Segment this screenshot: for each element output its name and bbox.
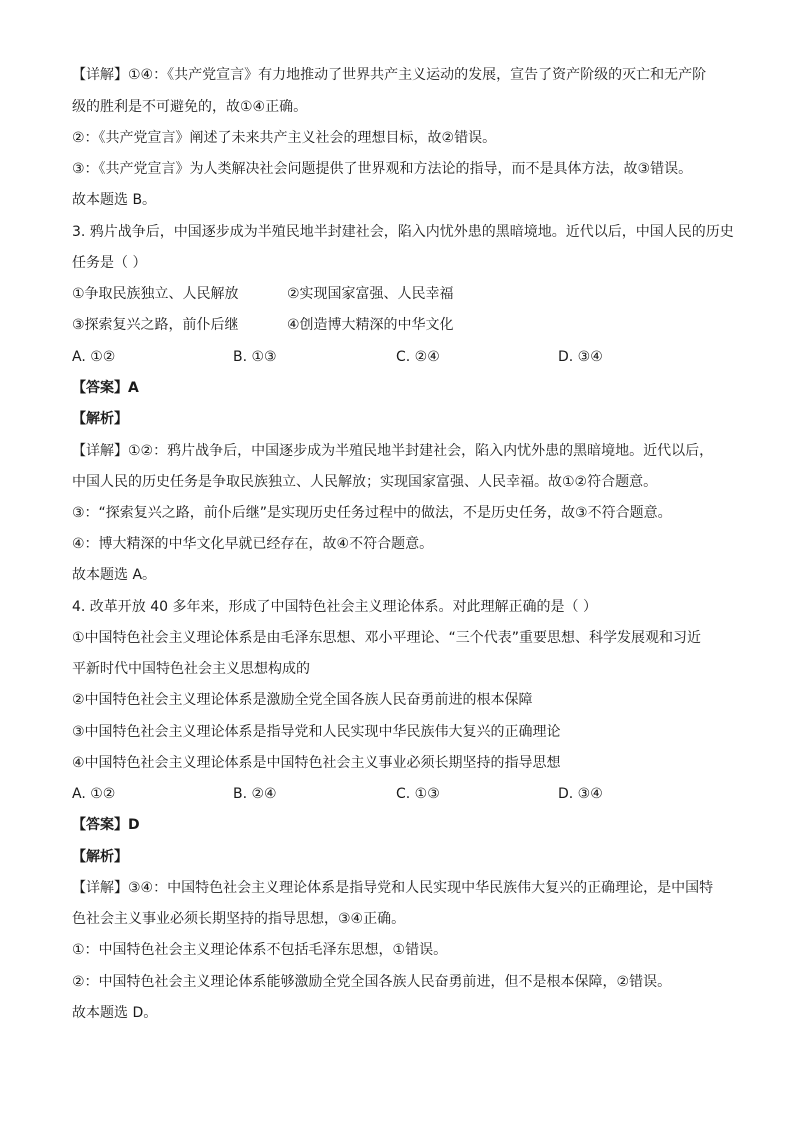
q4-item-1-line-2: 平新时代中国特色社会主义思想构成的 — [72, 661, 310, 677]
q4-option-d: D. ③④ — [558, 786, 603, 802]
q4-analysis-heading: 【解析】 — [72, 849, 128, 865]
q3-detail-line-1: 【详解】①②：鸦片战争后，中国逐步成为半殖民地半封建社会，陷入内忧外患的黑暗境地。近代以后， — [72, 443, 714, 459]
q3-item-2: ②实现国家富强、人民幸福 — [287, 286, 454, 302]
q4-item-1-line-1: ①中国特色社会主义理论体系是由毛泽东思想、邓小平理论、“三个代表”重要思想、科学发展观和习近 — [72, 630, 702, 646]
q3-detail-line-2: 中国人民的历史任务是争取民族独立、人民解放；实现国家富强、人民幸福。故①②符合题意。 — [72, 474, 658, 490]
q2-conclusion: 故本题选 B。 — [72, 192, 157, 208]
q3-conclusion: 故本题选 A。 — [72, 567, 157, 583]
q3-detail-line-4: ④：博大精深的中华文化早就已经存在，故④不符合题意。 — [72, 536, 434, 552]
q3-option-a: A. ①② — [72, 349, 116, 365]
q3-stem-line-1: 3. 鸦片战争后，中国逐步成为半殖民地半封建社会，陷入内忧外患的黑暗境地。近代以后，中国人民的历史 — [72, 224, 734, 240]
q4-conclusion: 故本题选 D。 — [72, 1005, 158, 1021]
q4-option-a: A. ①② — [72, 786, 116, 802]
q3-option-d: D. ③④ — [558, 349, 603, 365]
q4-detail-line-1: 【详解】③④：中国特色社会主义理论体系是指导党和人民实现中华民族伟大复兴的正确理论，是中国特 — [72, 880, 714, 896]
q2-detail-line-3: ②：《共产党宣言》阐述了未来共产主义社会的理想目标，故②错误。 — [72, 130, 497, 146]
q3-item-4: ④创造博大精深的中华文化 — [287, 317, 454, 333]
q3-item-3: ③探索复兴之路，前仆后继 — [72, 317, 239, 333]
q4-detail-line-2: 色社会主义事业必须长期坚持的指导思想，③④正确。 — [72, 911, 406, 927]
q2-detail-line-2: 级的胜利是不可避免的，故①④正确。 — [72, 99, 308, 115]
q3-stem-line-2: 任务是（ ） — [72, 255, 147, 271]
q4-item-3: ③中国特色社会主义理论体系是指导党和人民实现中华民族伟大复兴的正确理论 — [72, 724, 561, 740]
q2-detail-line-4: ③：《共产党宣言》为人类解决社会问题提供了世界观和方法论的指导，而不是具体方法，故③错误。 — [72, 161, 693, 177]
q4-stem: 4. 改革开放 40 多年来，形成了中国特色社会主义理论体系。对此理解正确的是（ ） — [72, 599, 597, 615]
q4-answer: 【答案】D — [72, 817, 140, 833]
q4-detail-line-4: ②：中国特色社会主义理论体系能够激励全党全国各族人民奋勇前进，但不是根本保障，②错误。 — [72, 974, 672, 990]
q4-detail-line-3: ①：中国特色社会主义理论体系不包括毛泽东思想，①错误。 — [72, 942, 448, 958]
q2-detail-line-1: 【详解】①④：《共产党宣言》有力地推动了世界共产主义运动的发展，宣告了资产阶级的灭亡和无产阶 — [72, 67, 707, 83]
q4-option-c: C. ①③ — [396, 786, 440, 802]
q3-answer: 【答案】A — [72, 380, 139, 396]
q3-option-b: B. ①③ — [233, 349, 277, 365]
q3-item-1: ①争取民族独立、人民解放 — [72, 286, 239, 302]
q3-detail-line-3: ③：“探索复兴之路，前仆后继”是实现历史任务过程中的做法，不是历史任务，故③不符合题意。 — [72, 505, 672, 521]
q3-option-c: C. ②④ — [396, 349, 440, 365]
q4-item-4: ④中国特色社会主义理论体系是中国特色社会主义事业必须长期坚持的指导思想 — [72, 755, 561, 771]
q3-analysis-heading: 【解析】 — [72, 411, 128, 427]
q4-item-2: ②中国特色社会主义理论体系是激励全党全国各族人民奋勇前进的根本保障 — [72, 692, 533, 708]
q4-option-b: B. ②④ — [233, 786, 277, 802]
